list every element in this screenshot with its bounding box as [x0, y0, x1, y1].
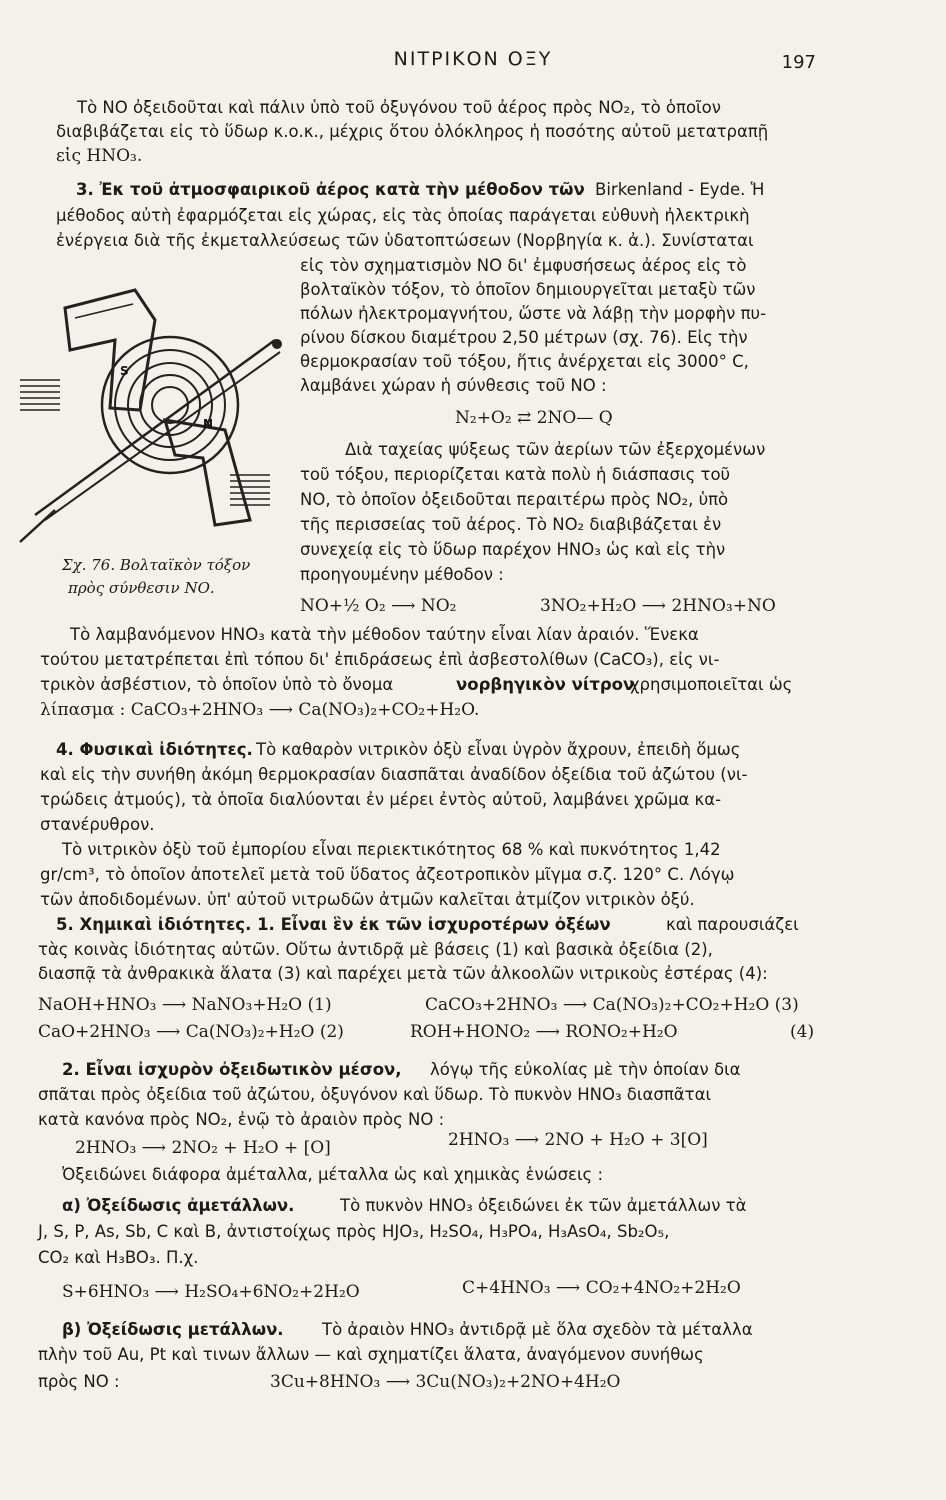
- text-line: χρησιμοποιεῖται ὡς: [630, 675, 793, 694]
- text-line: πρὸς ΝΟ :: [38, 1372, 120, 1391]
- equation: Ν₂+Ο₂ ⇄ 2ΝΟ— Q: [455, 408, 613, 428]
- text-line: εἰς τὸν σχηματισμὸν ΝΟ δι' ἐμφυσήσεως ἀέρος εἰς τὸ: [300, 256, 747, 275]
- text-line: τούτου μετατρέπεται ἐπὶ τόπου δι' ἐπιδράσεως ἐπὶ ἀσβεστολίθων (CaCO₃), εἰς νι-: [40, 650, 720, 669]
- text-line: Τὸ ἀραιὸν ΗΝΟ₃ ἀντιδρᾷ μὲ ὅλα σχεδὸν τὰ μέταλλα: [322, 1320, 753, 1339]
- text-line: Τὸ πυκνὸν ΗΝΟ₃ ὀξειδώνει ἐκ τῶν ἀμετάλλων τὰ: [340, 1196, 747, 1215]
- figure-caption: Σχ. 76. Βολταϊκὸν τόξον: [62, 556, 251, 574]
- subsection-heading: β) Ὀξείδωσις μετάλλων.: [62, 1320, 284, 1339]
- text-line: κατὰ κανόνα πρὸς ΝΟ₂, ἐνῷ τὸ ἀραιὸν πρὸς ΝΟ :: [38, 1110, 445, 1129]
- figure-caption: πρὸς σύνθεσιν ΝΟ.: [68, 579, 215, 597]
- text-line: J, S, P, As, Sb, C καὶ B, ἀντιστοίχως πρὸς HJO₃, H₂SO₄, H₃PO₄, H₃AsO₄, Sb₂O₅,: [38, 1222, 670, 1241]
- pole-label-n: N: [203, 417, 214, 431]
- text-line: Birkenland - Eyde. Ἡ: [595, 180, 765, 199]
- text-line: τὰς κοινὰς ἰδιότητας αὐτῶν. Οὕτω ἀντιδρᾷ μὲ βάσεις (1) καὶ βασικὰ ὀξείδια (2),: [38, 940, 713, 959]
- text-line: ΝΟ, τὸ ὁποῖον ὀξειδοῦται περαιτέρω πρὸς ΝΟ₂, ὑπὸ: [300, 490, 729, 509]
- equation: CaO+2HNO₃ ⟶ Ca(NO₃)₂+H₂O (2): [38, 1022, 344, 1042]
- section-heading: 3. Ἐκ τοῦ ἀτμοσφαιρικοῦ ἀέρος κατὰ τὴν μέθοδον τῶν: [76, 180, 585, 199]
- section-heading: 5. Χημικαὶ ἰδιότητες. 1. Εἶναι ἓν ἐκ τῶν ἰσχυροτέρων ὀξέων: [56, 915, 611, 934]
- text-line: τῆς περισσείας τοῦ ἀέρος. Τὸ ΝΟ₂ διαβιβάζεται ἐν: [300, 515, 722, 534]
- text-line: διασπᾷ τὰ ἀνθρακικὰ ἅλατα (3) καὶ παρέχει μετὰ τῶν ἀλκοολῶν νιτρικοὺς ἐστέρας (4):: [38, 964, 768, 983]
- text-line: CO₂ καὶ H₃BO₃. Π.χ.: [38, 1248, 199, 1267]
- text-line: τρικὸν ἀσβέστιον, τὸ ὁποῖον ὑπὸ τὸ ὄνομα: [40, 675, 394, 694]
- text-line: τῶν ἀποδιδομένων. ὑπ' αὐτοῦ νιτρωδῶν ἀτμῶν καλεῖται ἀτμίζον νιτρικὸν ὀξύ.: [40, 890, 695, 909]
- equation-number: (4): [790, 1022, 815, 1042]
- text-line: εἰς ΗΝΟ₃.: [56, 146, 143, 166]
- text-line: τρώδεις ἀτμούς), τὰ ὁποῖα διαλύονται ἐν μέρει ἐντὸς αὐτοῦ, λαμβάνει χρῶμα κα-: [40, 790, 722, 809]
- text-line: Τὸ λαμβανόμενον ΗΝΟ₃ κατὰ τὴν μέθοδον ταύτην εἶναι λίαν ἀραιόν. Ἕνεκα: [70, 625, 699, 644]
- text-line: καὶ εἰς τὴν συνήθη ἀκόμη θερμοκρασίαν διασπᾶται ἀναδίδον ὀξείδια τοῦ ἀζώτου (νι-: [40, 765, 748, 784]
- text-line: Τὸ καθαρὸν νιτρικὸν ὀξὺ εἶναι ὑγρὸν ἄχρουν, ἐπειδὴ ὅμως: [256, 740, 741, 759]
- equation: 3Cu+8HNO₃ ⟶ 3Cu(NO₃)₂+2NO+4H₂O: [270, 1372, 621, 1392]
- equation: ROH+HONO₂ ⟶ RONO₂+H₂O: [410, 1022, 678, 1042]
- equation: CaCO₃+2HNO₃ ⟶ Ca(NO₃)₂+CO₂+H₂O (3): [425, 995, 799, 1015]
- pole-label-s: S: [120, 364, 129, 378]
- text-line: πόλων ἠλεκτρομαγνήτου, ὥστε νὰ λάβῃ τὴν μορφὴν πυ-: [300, 304, 767, 323]
- subsection-heading: α) Ὀξείδωσις ἀμετάλλων.: [62, 1196, 295, 1215]
- page-title: ΝΙΤΡΙΚΟΝ ΟΞΥ: [393, 48, 553, 70]
- equation: S+6HNO₃ ⟶ H₂SO₄+6NO₂+2H₂O: [62, 1282, 360, 1302]
- equation: 3ΝΟ₂+Η₂Ο ⟶ 2ΗΝΟ₃+ΝΟ: [540, 596, 776, 616]
- text-line: Διὰ ταχείας ψύξεως τῶν ἀερίων τῶν ἐξερχομένων: [345, 440, 766, 459]
- section-heading: 4. Φυσικαὶ ἰδιότητες.: [56, 740, 253, 759]
- electric-arc-furnace-figure: [15, 280, 295, 550]
- page-number: 197: [781, 52, 816, 73]
- text-line: gr/cm³, τὸ ὁποῖον ἀποτελεῖ μετὰ τοῦ ὕδατος ἀζεοτροπικὸν μῖγμα σ.ζ. 120° C. Λόγῳ: [40, 865, 735, 884]
- equation: 2HNO₃ ⟶ 2NO + H₂O + 3[O]: [448, 1130, 708, 1150]
- equation: 2HNO₃ ⟶ 2NO₂ + H₂O + [O]: [75, 1138, 331, 1158]
- text-line: Τὸ ΝΟ ὀξειδοῦται καὶ πάλιν ὑπὸ τοῦ ὀξυγόνου τοῦ ἀέρος πρὸς ΝΟ₂, τὸ ὁποῖον: [77, 98, 721, 117]
- text-line: τοῦ τόξου, περιορίζεται κατὰ πολὺ ἡ διάσπασις τοῦ: [300, 465, 731, 484]
- text-line: θερμοκρασίαν τοῦ τόξου, ἥτις ἀνέρχεται εἰς 3000° C,: [300, 352, 749, 371]
- text-line: καὶ παρουσιάζει: [666, 915, 799, 934]
- text-line: στανέρυθρον.: [40, 815, 155, 834]
- text-line: Τὸ νιτρικὸν ὀξὺ τοῦ ἐμπορίου εἶναι περιεκτικότητος 68 % καὶ πυκνότητος 1,42: [62, 840, 721, 859]
- text-line: λόγῳ τῆς εὐκολίας μὲ τὴν ὁποίαν δια: [430, 1060, 741, 1079]
- text-line: συνεχείᾳ εἰς τὸ ὕδωρ παρέχον ΗΝΟ₃ ὡς καὶ εἰς τὴν: [300, 540, 726, 559]
- equation: C+4HNO₃ ⟶ CO₂+4NO₂+2H₂O: [462, 1278, 741, 1298]
- emphasis: νορβηγικὸν νίτρον: [456, 675, 635, 694]
- text-line: μέθοδος αὐτὴ ἐφαρμόζεται εἰς χώρας, εἰς τὰς ὁποίας παράγεται εὐθυνὴ ἠλεκτρικὴ: [56, 206, 750, 225]
- text-line: λαμβάνει χώραν ἡ σύνθεσις τοῦ ΝΟ :: [300, 376, 607, 395]
- text-line: ἐνέργεια διὰ τῆς ἐκμεταλλεύσεως τῶν ὑδατοπτώσεων (Νορβηγία κ. ἀ.). Συνίσταται: [56, 231, 754, 250]
- subsection-heading: 2. Εἶναι ἰσχυρὸν ὀξειδωτικὸν μέσον,: [62, 1060, 402, 1079]
- text-line: πλὴν τοῦ Au, Pt καὶ τινων ἄλλων — καὶ σχηματίζει ἅλατα, ἀναγόμενον συνήθως: [38, 1345, 704, 1364]
- equation: λίπασμα : CaCO₃+2HNO₃ ⟶ Ca(NO₃)₂+CO₂+H₂O.: [40, 700, 480, 720]
- equation: NaOH+HNO₃ ⟶ NaNO₃+H₂O (1): [38, 995, 332, 1015]
- text-line: Ὀξειδώνει διάφορα ἀμέταλλα, μέταλλα ὡς καὶ χημικὰς ἑνώσεις :: [62, 1165, 604, 1184]
- text-line: διαβιβάζεται εἰς τὸ ὕδωρ κ.ο.κ., μέχρις ὅτου ὁλόκληρος ἡ ποσότης αὐτοῦ μετατραπῇ: [56, 122, 769, 141]
- text-line: προηγουμένην μέθοδον :: [300, 565, 504, 584]
- equation: ΝΟ+½ Ο₂ ⟶ ΝΟ₂: [300, 596, 457, 616]
- text-line: βολταϊκὸν τόξον, τὸ ὁποῖον δημιουργεῖται μεταξὺ τῶν: [300, 280, 756, 299]
- text-line: ρίνου δίσκου διαμέτρου 2,50 μέτρων (σχ. 76). Εἰς τὴν: [300, 328, 748, 347]
- text-line: σπᾶται πρὸς ὀξείδια τοῦ ἀζώτου, ὀξυγόνον καὶ ὕδωρ. Τὸ πυκνὸν ΗΝΟ₃ διασπᾶται: [38, 1085, 712, 1104]
